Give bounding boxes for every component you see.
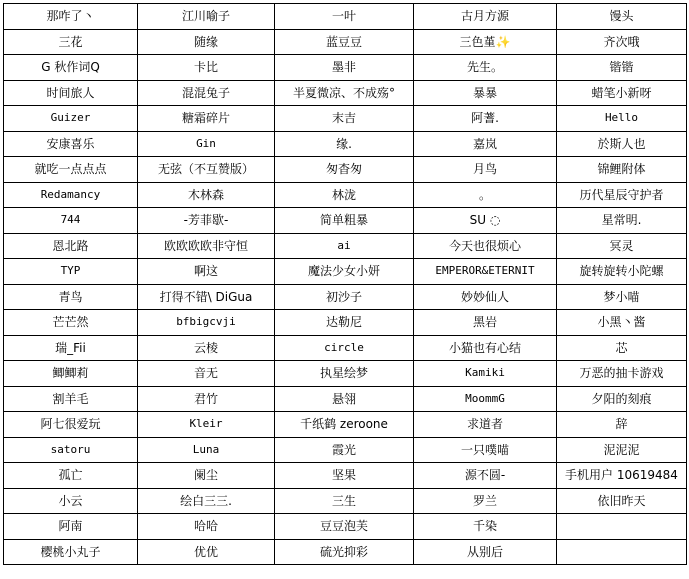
table-row [4, 310, 687, 336]
table-cell: 安康喜乐 [4, 131, 138, 157]
table-cell: Hello [557, 106, 687, 132]
table-cell: 馒头 [557, 4, 687, 30]
table-cell: 欧欧欧欧非守恒 [138, 233, 275, 259]
table-cell: 暴暴 [414, 80, 557, 106]
table-cell: 小猫也有心结 [414, 335, 557, 361]
table-cell: 冥灵 [557, 233, 687, 259]
table-cell: 时间旅人 [4, 80, 138, 106]
table-cell: 糖霜碎片 [138, 106, 275, 132]
table-cell: 君竹 [138, 386, 275, 412]
table-cell: 从别后 [414, 539, 557, 565]
table-cell: 悬翎 [275, 386, 414, 412]
table-row [4, 514, 687, 540]
names-table-body [4, 4, 687, 565]
table-cell: 先生。 [414, 55, 557, 81]
table-cell: 青鸟 [4, 284, 138, 310]
table-cell: 锦鲤附体 [557, 157, 687, 183]
table-cell: 木林森 [138, 182, 275, 208]
table-cell: 音无 [138, 361, 275, 387]
table-cell: 小云 [4, 488, 138, 514]
table-cell: 。 [414, 182, 557, 208]
table-row [4, 412, 687, 438]
table-row [4, 106, 687, 132]
table-cell: 一叶 [275, 4, 414, 30]
table-row [4, 80, 687, 106]
table-cell: 坚果 [275, 463, 414, 489]
table-cell: 鲫鲫莉 [4, 361, 138, 387]
table-cell: 千纸鹤 zeroone [275, 412, 414, 438]
table-cell: 优优 [138, 539, 275, 565]
names-table [3, 3, 687, 565]
table-cell: 夕阳的刻痕 [557, 386, 687, 412]
table-cell: 绘白三三. [138, 488, 275, 514]
table-cell: 达勒尼 [275, 310, 414, 336]
table-cell: 小黑丶酱 [557, 310, 687, 336]
table-cell: 古月方源 [414, 4, 557, 30]
table-row [4, 55, 687, 81]
table-cell: 末吉 [275, 106, 414, 132]
table-cell: 万恶的抽卡游戏 [557, 361, 687, 387]
table-cell: 於斯人也 [557, 131, 687, 157]
table-cell: -芳菲歇- [138, 208, 275, 234]
table-cell: 执星绘梦 [275, 361, 414, 387]
table-cell: circle [275, 335, 414, 361]
table-cell: EMPEROR&ETERNIT [414, 259, 557, 285]
table-row [4, 284, 687, 310]
table-cell: bfbigcvji [138, 310, 275, 336]
table-row [4, 437, 687, 463]
table-cell: 744 [4, 208, 138, 234]
table-cell: 硫光抑彩 [275, 539, 414, 565]
table-cell: 妙妙仙人 [414, 284, 557, 310]
table-cell: 辞 [557, 412, 687, 438]
table-row [4, 29, 687, 55]
table-cell: 豆豆泡芙 [275, 514, 414, 540]
table-cell: 简单粗暴 [275, 208, 414, 234]
table-row [4, 463, 687, 489]
table-cell: 无弦（不互赞版） [138, 157, 275, 183]
table-cell: 历代星辰守护者 [557, 182, 687, 208]
table-cell: Luna [138, 437, 275, 463]
table-cell: 缘. [275, 131, 414, 157]
table-row [4, 4, 687, 30]
table-cell: 恩北路 [4, 233, 138, 259]
table-cell: 瑞_Fii [4, 335, 138, 361]
table-cell: 初沙子 [275, 284, 414, 310]
table-cell: TYP [4, 259, 138, 285]
table-row [4, 488, 687, 514]
table-row [4, 208, 687, 234]
table-row [4, 361, 687, 387]
table-row [4, 386, 687, 412]
table-cell: 星常明. [557, 208, 687, 234]
table-cell: SU ◌ [414, 208, 557, 234]
table-cell: 三花 [4, 29, 138, 55]
table-cell: 打得不错\ DiGua [138, 284, 275, 310]
table-cell: 源不圆- [414, 463, 557, 489]
table-cell: 锴锴 [557, 55, 687, 81]
table-cell: 樱桃小丸子 [4, 539, 138, 565]
table-cell: 阿七很爱玩 [4, 412, 138, 438]
table-cell: 一只噗喵 [414, 437, 557, 463]
table-cell: 依旧昨天 [557, 488, 687, 514]
table-cell: 千染 [414, 514, 557, 540]
table-cell: 阿蓍. [414, 106, 557, 132]
table-cell: 旋转旋转小陀螺 [557, 259, 687, 285]
table-cell: satoru [4, 437, 138, 463]
table-cell: 哈哈 [138, 514, 275, 540]
table-cell: Gin [138, 131, 275, 157]
table-cell: Redamancy [4, 182, 138, 208]
table-cell: 月鸟 [414, 157, 557, 183]
table-cell: 云棱 [138, 335, 275, 361]
table-cell: 蓝豆豆 [275, 29, 414, 55]
table-cell: Guizer [4, 106, 138, 132]
table-cell: 泥泥泥 [557, 437, 687, 463]
table-cell: 匆杳匆 [275, 157, 414, 183]
table-row [4, 233, 687, 259]
table-cell: 求道者 [414, 412, 557, 438]
table-cell: 蜡笔小新呀 [557, 80, 687, 106]
table-cell: 孤亡 [4, 463, 138, 489]
table-cell: 林泷 [275, 182, 414, 208]
table-cell: G 秋作词Q [4, 55, 138, 81]
table-cell: 三色堇✨ [414, 29, 557, 55]
table-cell: 就吃一点点点 [4, 157, 138, 183]
table-cell: Kamiki [414, 361, 557, 387]
table-cell: 梦小喵 [557, 284, 687, 310]
table-row [4, 131, 687, 157]
table-cell: 霞光 [275, 437, 414, 463]
table-cell: 随缘 [138, 29, 275, 55]
table-cell: 芯 [557, 335, 687, 361]
table-row [4, 539, 687, 565]
table-cell: 卡比 [138, 55, 275, 81]
table-cell: 齐次哦 [557, 29, 687, 55]
table-cell: Kleir [138, 412, 275, 438]
table-cell: 罗兰 [414, 488, 557, 514]
table-row [4, 157, 687, 183]
table-cell: 嘉岚 [414, 131, 557, 157]
table-cell: 啊这 [138, 259, 275, 285]
table-cell: 魔法少女小妍 [275, 259, 414, 285]
table-cell: 阿南 [4, 514, 138, 540]
table-cell: 墨非 [275, 55, 414, 81]
table-cell: 三生 [275, 488, 414, 514]
table-cell: 半夏微凉、不成殇° [275, 80, 414, 106]
table-row [4, 335, 687, 361]
table-cell: 今天也很烦心 [414, 233, 557, 259]
table-cell: 手机用户 10619484 [557, 463, 687, 489]
table-cell: MoommG [414, 386, 557, 412]
table-cell: 阑尘 [138, 463, 275, 489]
table-cell: 江川喻子 [138, 4, 275, 30]
table-row [4, 182, 687, 208]
table-cell: 黑岩 [414, 310, 557, 336]
table-cell: ai [275, 233, 414, 259]
table-cell: 那咋了丶 [4, 4, 138, 30]
table-cell: 混混兔子 [138, 80, 275, 106]
table-row [4, 259, 687, 285]
table-cell [557, 514, 687, 540]
table-cell: 芒芒然 [4, 310, 138, 336]
table-cell: 割羊毛 [4, 386, 138, 412]
table-cell [557, 539, 687, 565]
